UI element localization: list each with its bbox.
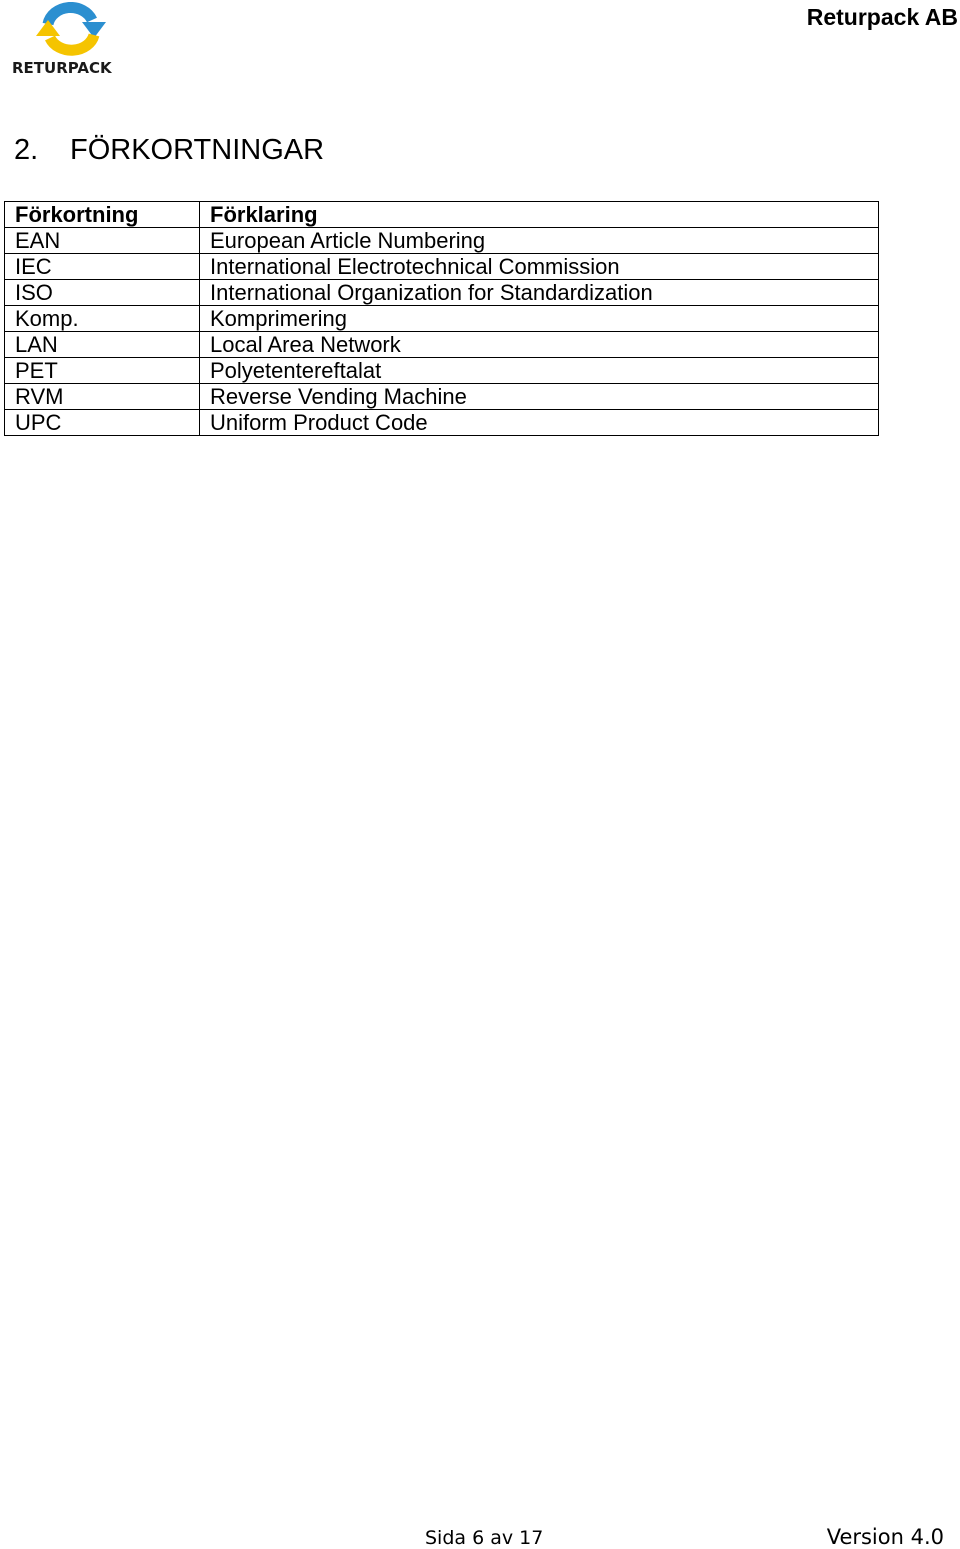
abbreviation-cell: IEC: [5, 254, 200, 280]
section-heading: [14, 134, 324, 167]
table-row: [5, 228, 879, 254]
table-row: [5, 254, 879, 280]
abbreviations-table: [4, 201, 879, 436]
logo-wordmark: RETURPACK: [12, 59, 112, 77]
explanation-cell: Polyetentereftalat: [200, 358, 879, 384]
table-row: [5, 280, 879, 306]
abbreviation-cell: RVM: [5, 384, 200, 410]
table-row: [5, 358, 879, 384]
table-header-row: [5, 202, 879, 228]
explanation-cell: Komprimering: [200, 306, 879, 332]
explanation-cell: Local Area Network: [200, 332, 879, 358]
section-number: 2.: [14, 134, 39, 166]
explanation-cell: International Electrotechnical Commission: [200, 254, 879, 280]
table-row: [5, 384, 879, 410]
column-header-abbreviation: Förkortning: [5, 202, 200, 228]
abbreviation-cell: LAN: [5, 332, 200, 358]
abbreviation-cell: ISO: [5, 280, 200, 306]
document-version: Version 4.0: [826, 1525, 944, 1549]
explanation-cell: International Organization for Standardization: [200, 280, 879, 306]
abbreviation-cell: PET: [5, 358, 200, 384]
returpack-logo: [12, 2, 130, 80]
abbreviation-cell: UPC: [5, 410, 200, 436]
page-number: Sida 6 av 17: [425, 1527, 544, 1549]
explanation-cell: European Article Numbering: [200, 228, 879, 254]
column-header-explanation: Förklaring: [200, 202, 879, 228]
recycle-arrows-icon: [34, 2, 108, 56]
company-name: Returpack AB: [806, 4, 958, 30]
explanation-cell: Uniform Product Code: [200, 410, 879, 436]
abbreviation-cell: Komp.: [5, 306, 200, 332]
explanation-cell: Reverse Vending Machine: [200, 384, 879, 410]
section-title: FÖRKORTNINGAR: [70, 134, 325, 166]
abbreviation-cell: EAN: [5, 228, 200, 254]
table-row: [5, 410, 879, 436]
table-row: [5, 306, 879, 332]
table-row: [5, 332, 879, 358]
